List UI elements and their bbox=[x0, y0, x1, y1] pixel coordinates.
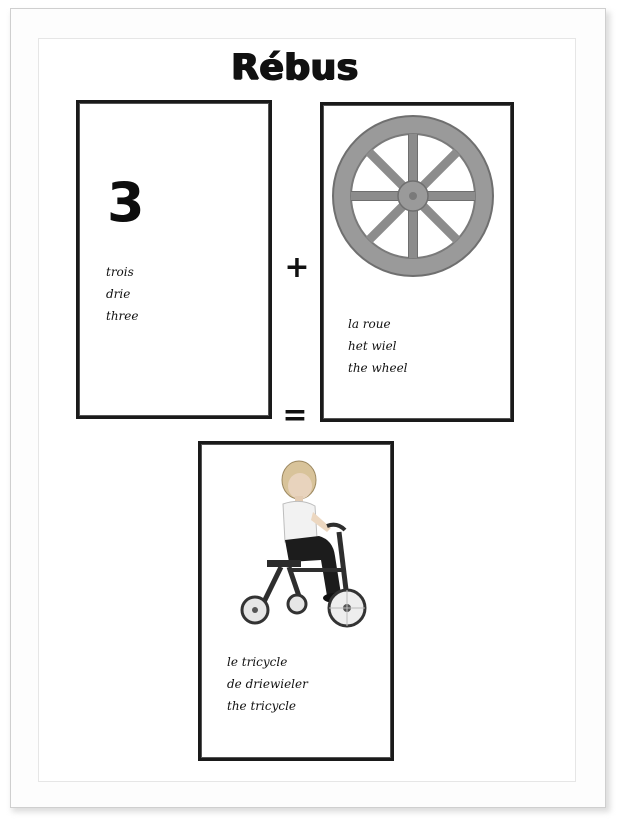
card-tricycle bbox=[198, 441, 394, 761]
plus-sign: + bbox=[284, 250, 310, 285]
child-on-tricycle-picture bbox=[231, 452, 379, 632]
equals-sign: = bbox=[282, 398, 308, 433]
word-english: the wheel bbox=[348, 361, 408, 375]
word-english: three bbox=[106, 309, 139, 323]
word-french: le tricycle bbox=[227, 655, 288, 669]
word-dutch: drie bbox=[106, 287, 131, 301]
wheel-icon bbox=[329, 112, 497, 280]
card-number-three bbox=[76, 100, 272, 419]
word-dutch: het wiel bbox=[348, 339, 397, 353]
word-list bbox=[106, 261, 139, 327]
number-three: 3 bbox=[107, 171, 145, 234]
page-title: Rébus bbox=[231, 47, 359, 88]
word-list bbox=[348, 313, 408, 379]
card-wheel bbox=[320, 102, 514, 422]
word-dutch: de driewieler bbox=[227, 677, 308, 691]
word-french: trois bbox=[106, 265, 134, 279]
word-list bbox=[227, 651, 308, 717]
word-french: la roue bbox=[348, 317, 391, 331]
word-english: the tricycle bbox=[227, 699, 297, 713]
